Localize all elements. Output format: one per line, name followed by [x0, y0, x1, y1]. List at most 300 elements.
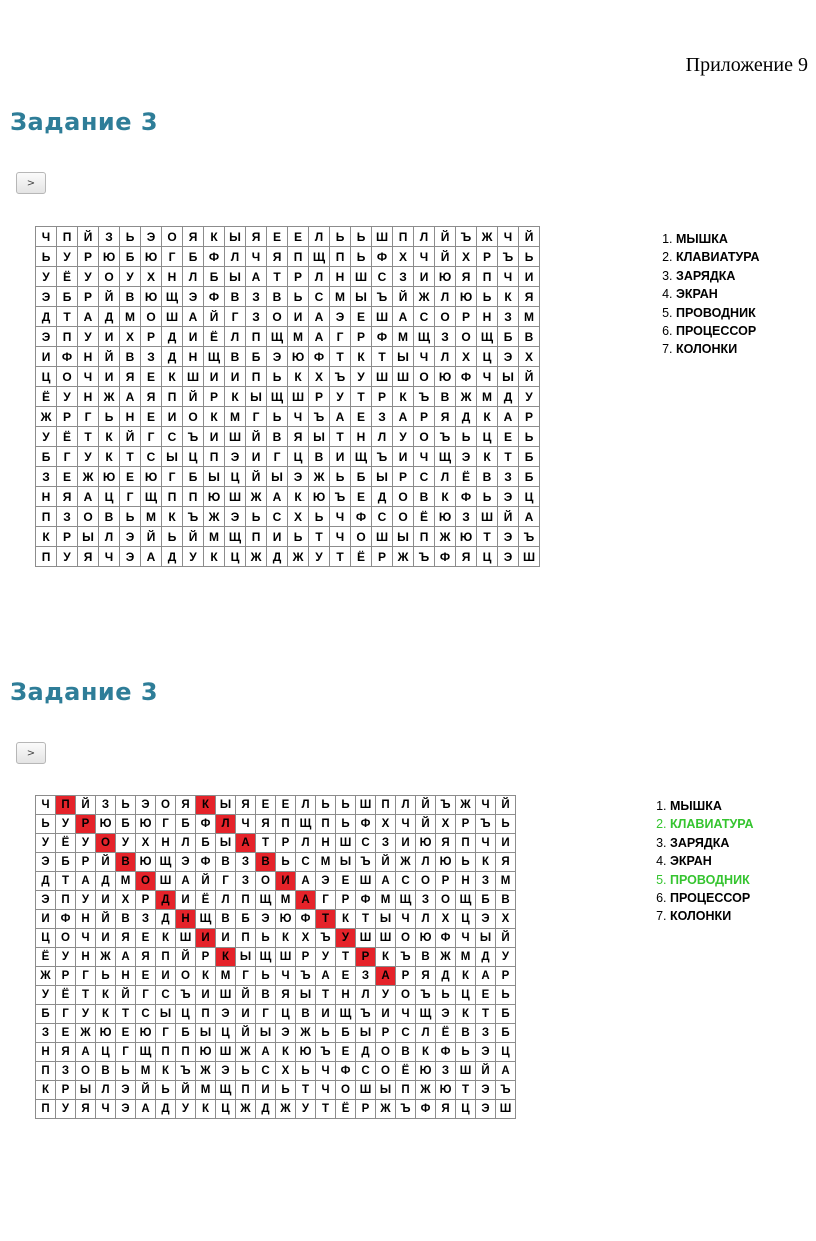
grid-cell[interactable]: Ё — [57, 427, 78, 447]
grid-cell[interactable]: Й — [435, 247, 456, 267]
grid-cell[interactable]: Э — [456, 447, 477, 467]
grid-cell[interactable]: Ц — [288, 447, 309, 467]
grid-cell[interactable]: Д — [162, 547, 183, 567]
grid-cell[interactable]: Ф — [356, 815, 376, 834]
grid-cell[interactable]: Ъ — [356, 1005, 376, 1024]
grid-cell[interactable]: Ч — [276, 967, 296, 986]
grid-cell[interactable]: О — [414, 427, 435, 447]
grid-cell[interactable]: К — [276, 929, 296, 948]
grid-cell[interactable]: М — [216, 967, 236, 986]
grid-cell[interactable]: Л — [396, 796, 416, 815]
grid-cell[interactable]: М — [136, 1062, 156, 1081]
grid-cell[interactable]: О — [56, 929, 76, 948]
grid-cell[interactable]: Ь — [116, 1062, 136, 1081]
grid-cell[interactable]: Щ — [416, 1005, 436, 1024]
grid-cell[interactable]: Ъ — [372, 287, 393, 307]
grid-cell[interactable]: Ь — [496, 815, 516, 834]
grid-cell[interactable]: М — [477, 387, 498, 407]
grid-cell[interactable]: Т — [256, 834, 276, 853]
grid-cell[interactable]: Ф — [196, 815, 216, 834]
grid-cell[interactable]: Т — [78, 427, 99, 447]
grid-cell[interactable]: К — [476, 853, 496, 872]
grid-cell[interactable]: Т — [351, 387, 372, 407]
grid-cell[interactable]: Н — [330, 267, 351, 287]
grid-cell[interactable]: Ъ — [416, 986, 436, 1005]
grid-cell[interactable]: К — [288, 367, 309, 387]
grid-cell[interactable]: Б — [336, 1024, 356, 1043]
grid-cell[interactable]: Щ — [156, 853, 176, 872]
grid-cell[interactable]: У — [296, 1100, 316, 1119]
grid-cell[interactable]: Ш — [351, 267, 372, 287]
grid-cell[interactable]: К — [498, 287, 519, 307]
grid-cell[interactable]: Ч — [78, 367, 99, 387]
grid-cell[interactable]: Т — [76, 986, 96, 1005]
grid-cell[interactable]: Ю — [416, 1062, 436, 1081]
grid-cell[interactable]: Э — [330, 307, 351, 327]
grid-cell[interactable]: Ю — [196, 1043, 216, 1062]
grid-cell[interactable]: Э — [436, 1005, 456, 1024]
grid-cell[interactable]: Д — [156, 891, 176, 910]
grid-cell[interactable]: Н — [176, 910, 196, 929]
grid-cell[interactable]: Н — [162, 267, 183, 287]
grid-cell[interactable]: У — [351, 367, 372, 387]
grid-cell[interactable]: Х — [136, 834, 156, 853]
grid-cell[interactable]: У — [176, 1100, 196, 1119]
grid-cell[interactable]: П — [56, 891, 76, 910]
grid-cell[interactable]: Я — [57, 487, 78, 507]
grid-cell[interactable]: А — [236, 834, 256, 853]
grid-cell[interactable]: Ж — [76, 1024, 96, 1043]
grid-cell[interactable]: Б — [476, 891, 496, 910]
grid-cell[interactable]: Ш — [216, 1043, 236, 1062]
grid-cell[interactable]: З — [246, 307, 267, 327]
grid-cell[interactable]: А — [76, 872, 96, 891]
grid-cell[interactable]: Н — [156, 834, 176, 853]
grid-cell[interactable]: И — [204, 367, 225, 387]
grid-cell[interactable]: И — [256, 1081, 276, 1100]
grid-cell[interactable]: У — [56, 948, 76, 967]
grid-cell[interactable]: Ш — [183, 367, 204, 387]
grid-cell[interactable]: Ц — [176, 1005, 196, 1024]
grid-cell[interactable]: Ь — [496, 986, 516, 1005]
grid-cell[interactable]: Ч — [316, 1081, 336, 1100]
grid-cell[interactable]: Й — [435, 227, 456, 247]
grid-cell[interactable]: Ж — [96, 948, 116, 967]
grid-cell[interactable]: Б — [496, 1024, 516, 1043]
grid-cell[interactable]: В — [116, 853, 136, 872]
grid-cell[interactable]: Ё — [396, 1062, 416, 1081]
grid-cell[interactable]: С — [414, 307, 435, 327]
grid-cell[interactable]: Х — [296, 929, 316, 948]
grid-cell[interactable]: Р — [372, 547, 393, 567]
grid-cell[interactable]: Ь — [267, 367, 288, 387]
grid-cell[interactable]: Е — [136, 967, 156, 986]
grid-cell[interactable]: Т — [476, 1005, 496, 1024]
grid-cell[interactable]: Я — [456, 267, 477, 287]
grid-cell[interactable]: И — [246, 447, 267, 467]
grid-cell[interactable]: А — [296, 872, 316, 891]
grid-cell[interactable]: И — [330, 447, 351, 467]
grid-cell[interactable]: Ы — [267, 467, 288, 487]
grid-cell[interactable]: Р — [288, 267, 309, 287]
grid-cell[interactable]: Й — [183, 527, 204, 547]
grid-cell[interactable]: К — [435, 487, 456, 507]
grid-cell[interactable]: Ш — [372, 307, 393, 327]
grid-cell[interactable]: Й — [120, 427, 141, 447]
grid-cell[interactable]: Ф — [336, 1062, 356, 1081]
grid-cell[interactable]: И — [196, 986, 216, 1005]
grid-cell[interactable]: Я — [236, 796, 256, 815]
grid-cell[interactable]: У — [78, 327, 99, 347]
grid-cell[interactable]: Ю — [141, 467, 162, 487]
grid-cell[interactable]: З — [498, 467, 519, 487]
grid-cell[interactable]: Ы — [216, 796, 236, 815]
grid-cell[interactable]: И — [183, 327, 204, 347]
grid-cell[interactable]: Ц — [96, 1043, 116, 1062]
grid-cell[interactable]: У — [56, 1100, 76, 1119]
grid-cell[interactable]: З — [376, 834, 396, 853]
grid-cell[interactable]: Р — [56, 1081, 76, 1100]
grid-cell[interactable]: Е — [116, 1024, 136, 1043]
grid-cell[interactable]: В — [416, 948, 436, 967]
grid-cell[interactable]: М — [316, 853, 336, 872]
grid-cell[interactable]: Ы — [246, 387, 267, 407]
grid-cell[interactable]: К — [36, 527, 57, 547]
grid-cell[interactable]: Ъ — [436, 796, 456, 815]
grid-cell[interactable]: К — [156, 929, 176, 948]
grid-cell[interactable]: О — [351, 527, 372, 547]
grid-cell[interactable]: Ё — [436, 1024, 456, 1043]
grid-cell[interactable]: Е — [276, 796, 296, 815]
grid-cell[interactable]: Р — [336, 891, 356, 910]
grid-cell[interactable]: Г — [256, 1005, 276, 1024]
grid-cell[interactable]: Й — [99, 287, 120, 307]
grid-cell[interactable]: Ц — [477, 427, 498, 447]
grid-cell[interactable]: В — [519, 327, 540, 347]
grid-cell[interactable]: Й — [204, 307, 225, 327]
grid-cell[interactable]: Ы — [309, 427, 330, 447]
grid-cell[interactable]: Ю — [436, 853, 456, 872]
grid-cell[interactable]: Э — [498, 547, 519, 567]
grid-cell[interactable]: У — [336, 929, 356, 948]
grid-cell[interactable]: Р — [136, 891, 156, 910]
grid-cell[interactable]: Щ — [256, 948, 276, 967]
grid-cell[interactable]: Э — [120, 547, 141, 567]
grid-cell[interactable]: Ч — [76, 929, 96, 948]
grid-cell[interactable]: Ш — [372, 227, 393, 247]
grid-cell[interactable]: Ё — [36, 948, 56, 967]
grid-cell[interactable]: Ы — [196, 1024, 216, 1043]
grid-cell[interactable]: И — [376, 1005, 396, 1024]
grid-cell[interactable]: Е — [351, 487, 372, 507]
grid-cell[interactable]: В — [216, 910, 236, 929]
grid-cell[interactable]: Д — [267, 547, 288, 567]
grid-cell[interactable]: Ъ — [456, 227, 477, 247]
grid-cell[interactable]: Б — [496, 1005, 516, 1024]
grid-cell[interactable]: Й — [96, 910, 116, 929]
grid-cell[interactable]: Ж — [414, 287, 435, 307]
grid-cell[interactable]: Ы — [498, 367, 519, 387]
grid-cell[interactable]: Ц — [183, 447, 204, 467]
grid-cell[interactable]: Ъ — [330, 487, 351, 507]
grid-cell[interactable]: Ф — [351, 507, 372, 527]
grid-cell[interactable]: Ф — [436, 929, 456, 948]
grid-cell[interactable]: Ю — [309, 487, 330, 507]
grid-cell[interactable]: Щ — [256, 891, 276, 910]
grid-cell[interactable]: Ж — [36, 967, 56, 986]
grid-cell[interactable]: Ь — [162, 527, 183, 547]
grid-cell[interactable]: У — [496, 948, 516, 967]
grid-cell[interactable]: Ь — [336, 815, 356, 834]
grid-cell[interactable]: К — [96, 1005, 116, 1024]
grid-cell[interactable]: Ц — [36, 929, 56, 948]
grid-cell[interactable]: Т — [267, 267, 288, 287]
grid-cell[interactable]: З — [393, 267, 414, 287]
grid-cell[interactable]: Ю — [435, 507, 456, 527]
grid-cell[interactable]: Р — [76, 815, 96, 834]
grid-cell[interactable]: Н — [78, 347, 99, 367]
grid-cell[interactable]: Ы — [236, 948, 256, 967]
grid-cell[interactable]: Ж — [288, 547, 309, 567]
grid-cell[interactable]: Ь — [519, 427, 540, 447]
grid-cell[interactable]: П — [236, 891, 256, 910]
grid-cell[interactable]: Э — [216, 1062, 236, 1081]
grid-cell[interactable]: Ю — [136, 1024, 156, 1043]
grid-cell[interactable]: Я — [416, 967, 436, 986]
grid-cell[interactable]: Ы — [225, 227, 246, 247]
grid-cell[interactable]: Д — [99, 307, 120, 327]
grid-cell[interactable]: Л — [416, 910, 436, 929]
grid-cell[interactable]: О — [393, 507, 414, 527]
grid-cell[interactable]: Д — [36, 307, 57, 327]
grid-cell[interactable]: П — [236, 1081, 256, 1100]
grid-cell[interactable]: Ч — [396, 815, 416, 834]
grid-cell[interactable]: Д — [498, 387, 519, 407]
grid-cell[interactable]: Й — [236, 986, 256, 1005]
grid-cell[interactable]: Ч — [36, 227, 57, 247]
grid-cell[interactable]: К — [99, 447, 120, 467]
grid-cell[interactable]: Э — [120, 527, 141, 547]
grid-cell[interactable]: Ё — [56, 986, 76, 1005]
grid-cell[interactable]: Р — [477, 247, 498, 267]
grid-cell[interactable]: Ш — [372, 367, 393, 387]
grid-cell[interactable]: И — [496, 834, 516, 853]
grid-cell[interactable]: Ц — [456, 910, 476, 929]
grid-cell[interactable]: У — [116, 834, 136, 853]
grid-cell[interactable]: Ц — [216, 1100, 236, 1119]
grid-cell[interactable]: З — [36, 467, 57, 487]
grid-cell[interactable]: Ё — [57, 267, 78, 287]
grid-cell[interactable]: В — [120, 287, 141, 307]
grid-cell[interactable]: К — [204, 227, 225, 247]
grid-cell[interactable]: Ю — [456, 527, 477, 547]
grid-cell[interactable]: Д — [162, 327, 183, 347]
grid-cell[interactable]: Щ — [136, 1043, 156, 1062]
grid-cell[interactable]: Л — [296, 796, 316, 815]
grid-cell[interactable]: Х — [141, 267, 162, 287]
grid-cell[interactable]: Ё — [36, 387, 57, 407]
grid-cell[interactable]: Н — [116, 967, 136, 986]
grid-cell[interactable]: Р — [414, 407, 435, 427]
grid-cell[interactable]: Ц — [225, 547, 246, 567]
grid-cell[interactable]: О — [96, 834, 116, 853]
grid-cell[interactable]: Я — [496, 853, 516, 872]
grid-cell[interactable]: Ф — [372, 327, 393, 347]
grid-cell[interactable]: У — [309, 547, 330, 567]
grid-cell[interactable]: Е — [498, 427, 519, 447]
grid-cell[interactable]: Б — [236, 910, 256, 929]
grid-cell[interactable]: Л — [309, 227, 330, 247]
grid-cell[interactable]: О — [176, 967, 196, 986]
grid-cell[interactable]: У — [57, 387, 78, 407]
grid-cell[interactable]: Н — [183, 347, 204, 367]
grid-cell[interactable]: Ч — [96, 1100, 116, 1119]
grid-cell[interactable]: В — [296, 1005, 316, 1024]
grid-cell[interactable]: Ь — [330, 227, 351, 247]
grid-cell[interactable]: Р — [496, 967, 516, 986]
grid-cell[interactable]: М — [496, 872, 516, 891]
grid-cell[interactable]: Ы — [162, 447, 183, 467]
grid-cell[interactable]: Й — [236, 1024, 256, 1043]
grid-cell[interactable]: Т — [330, 347, 351, 367]
grid-cell[interactable]: Р — [296, 948, 316, 967]
grid-cell[interactable]: Ж — [416, 1081, 436, 1100]
grid-cell[interactable]: Я — [276, 986, 296, 1005]
grid-cell[interactable]: Т — [316, 1100, 336, 1119]
grid-cell[interactable]: Р — [76, 853, 96, 872]
grid-cell[interactable]: У — [78, 447, 99, 467]
grid-cell[interactable]: Ш — [276, 948, 296, 967]
grid-cell[interactable]: С — [136, 1005, 156, 1024]
grid-cell[interactable]: Т — [498, 447, 519, 467]
grid-cell[interactable]: Н — [316, 834, 336, 853]
grid-cell[interactable]: Е — [336, 1043, 356, 1062]
grid-cell[interactable]: Д — [456, 407, 477, 427]
grid-cell[interactable]: Р — [356, 1100, 376, 1119]
grid-cell[interactable]: Ш — [336, 834, 356, 853]
grid-cell[interactable]: К — [99, 427, 120, 447]
grid-cell[interactable]: Щ — [196, 910, 216, 929]
grid-cell[interactable]: У — [183, 547, 204, 567]
grid-cell[interactable]: Ы — [351, 287, 372, 307]
grid-cell[interactable]: У — [78, 267, 99, 287]
grid-cell[interactable]: Л — [296, 834, 316, 853]
grid-cell[interactable]: Д — [372, 487, 393, 507]
grid-cell[interactable]: Э — [267, 347, 288, 367]
grid-cell[interactable]: Р — [57, 407, 78, 427]
grid-cell[interactable]: Б — [183, 467, 204, 487]
grid-cell[interactable]: Ь — [436, 986, 456, 1005]
grid-cell[interactable]: Ю — [456, 287, 477, 307]
grid-cell[interactable]: Э — [498, 527, 519, 547]
grid-cell[interactable]: Г — [267, 447, 288, 467]
grid-cell[interactable]: Я — [120, 367, 141, 387]
grid-cell[interactable]: Д — [156, 910, 176, 929]
grid-cell[interactable]: З — [416, 891, 436, 910]
grid-cell[interactable]: Ъ — [414, 547, 435, 567]
grid-cell[interactable]: Ш — [162, 307, 183, 327]
grid-cell[interactable]: И — [36, 347, 57, 367]
grid-cell[interactable]: Ь — [456, 427, 477, 447]
grid-cell[interactable]: Ч — [414, 347, 435, 367]
grid-cell[interactable]: Б — [351, 467, 372, 487]
grid-cell[interactable]: Ъ — [372, 447, 393, 467]
grid-cell[interactable]: Щ — [414, 327, 435, 347]
grid-cell[interactable]: И — [519, 267, 540, 287]
grid-cell[interactable]: Ж — [246, 487, 267, 507]
grid-cell[interactable]: Ё — [414, 507, 435, 527]
grid-cell[interactable]: Ч — [456, 929, 476, 948]
grid-cell[interactable]: П — [162, 387, 183, 407]
grid-cell[interactable]: И — [216, 929, 236, 948]
grid-cell[interactable]: Ф — [57, 347, 78, 367]
grid-cell[interactable]: Я — [267, 247, 288, 267]
grid-cell[interactable]: П — [288, 247, 309, 267]
grid-cell[interactable]: И — [36, 910, 56, 929]
grid-cell[interactable]: Г — [76, 967, 96, 986]
grid-cell[interactable]: Я — [436, 834, 456, 853]
grid-cell[interactable]: З — [96, 796, 116, 815]
grid-cell[interactable]: Ч — [396, 910, 416, 929]
grid-cell[interactable]: Ц — [496, 1043, 516, 1062]
grid-cell[interactable]: Н — [351, 427, 372, 447]
grid-cell[interactable]: Л — [435, 467, 456, 487]
grid-cell[interactable]: Ъ — [476, 815, 496, 834]
grid-cell[interactable]: В — [96, 1062, 116, 1081]
grid-cell[interactable]: Ш — [356, 796, 376, 815]
grid-cell[interactable]: Ь — [256, 967, 276, 986]
grid-cell[interactable]: Д — [36, 872, 56, 891]
grid-cell[interactable]: Т — [330, 547, 351, 567]
grid-cell[interactable]: Ч — [498, 227, 519, 247]
grid-cell[interactable]: Т — [372, 347, 393, 367]
grid-cell[interactable]: К — [162, 367, 183, 387]
grid-cell[interactable]: П — [276, 815, 296, 834]
grid-cell[interactable]: Г — [216, 872, 236, 891]
grid-cell[interactable]: Я — [183, 227, 204, 247]
grid-cell[interactable]: Э — [116, 1100, 136, 1119]
grid-cell[interactable]: Т — [336, 948, 356, 967]
grid-cell[interactable]: А — [376, 967, 396, 986]
grid-cell[interactable]: Э — [476, 1100, 496, 1119]
grid-cell[interactable]: Ы — [336, 853, 356, 872]
grid-cell[interactable]: К — [477, 447, 498, 467]
grid-cell[interactable]: Ъ — [316, 929, 336, 948]
grid-cell[interactable]: П — [156, 1043, 176, 1062]
grid-cell[interactable]: Ш — [156, 872, 176, 891]
grid-cell[interactable]: Г — [120, 487, 141, 507]
grid-cell[interactable]: З — [476, 1024, 496, 1043]
grid-cell[interactable]: Ю — [204, 487, 225, 507]
grid-cell[interactable]: Д — [256, 1100, 276, 1119]
grid-cell[interactable]: Р — [276, 834, 296, 853]
grid-cell[interactable]: Н — [456, 872, 476, 891]
grid-cell[interactable]: О — [57, 367, 78, 387]
grid-cell[interactable]: К — [196, 967, 216, 986]
grid-cell[interactable]: И — [288, 307, 309, 327]
grid-cell[interactable]: З — [436, 1062, 456, 1081]
grid-cell[interactable]: П — [236, 929, 256, 948]
grid-cell[interactable]: П — [204, 447, 225, 467]
grid-cell[interactable]: Ю — [99, 247, 120, 267]
grid-cell[interactable]: Ы — [356, 1024, 376, 1043]
grid-cell[interactable]: Ш — [477, 507, 498, 527]
grid-cell[interactable]: Л — [99, 527, 120, 547]
grid-cell[interactable]: Л — [309, 267, 330, 287]
grid-cell[interactable]: С — [396, 872, 416, 891]
grid-cell[interactable]: Я — [456, 547, 477, 567]
grid-cell[interactable]: Ш — [496, 1100, 516, 1119]
